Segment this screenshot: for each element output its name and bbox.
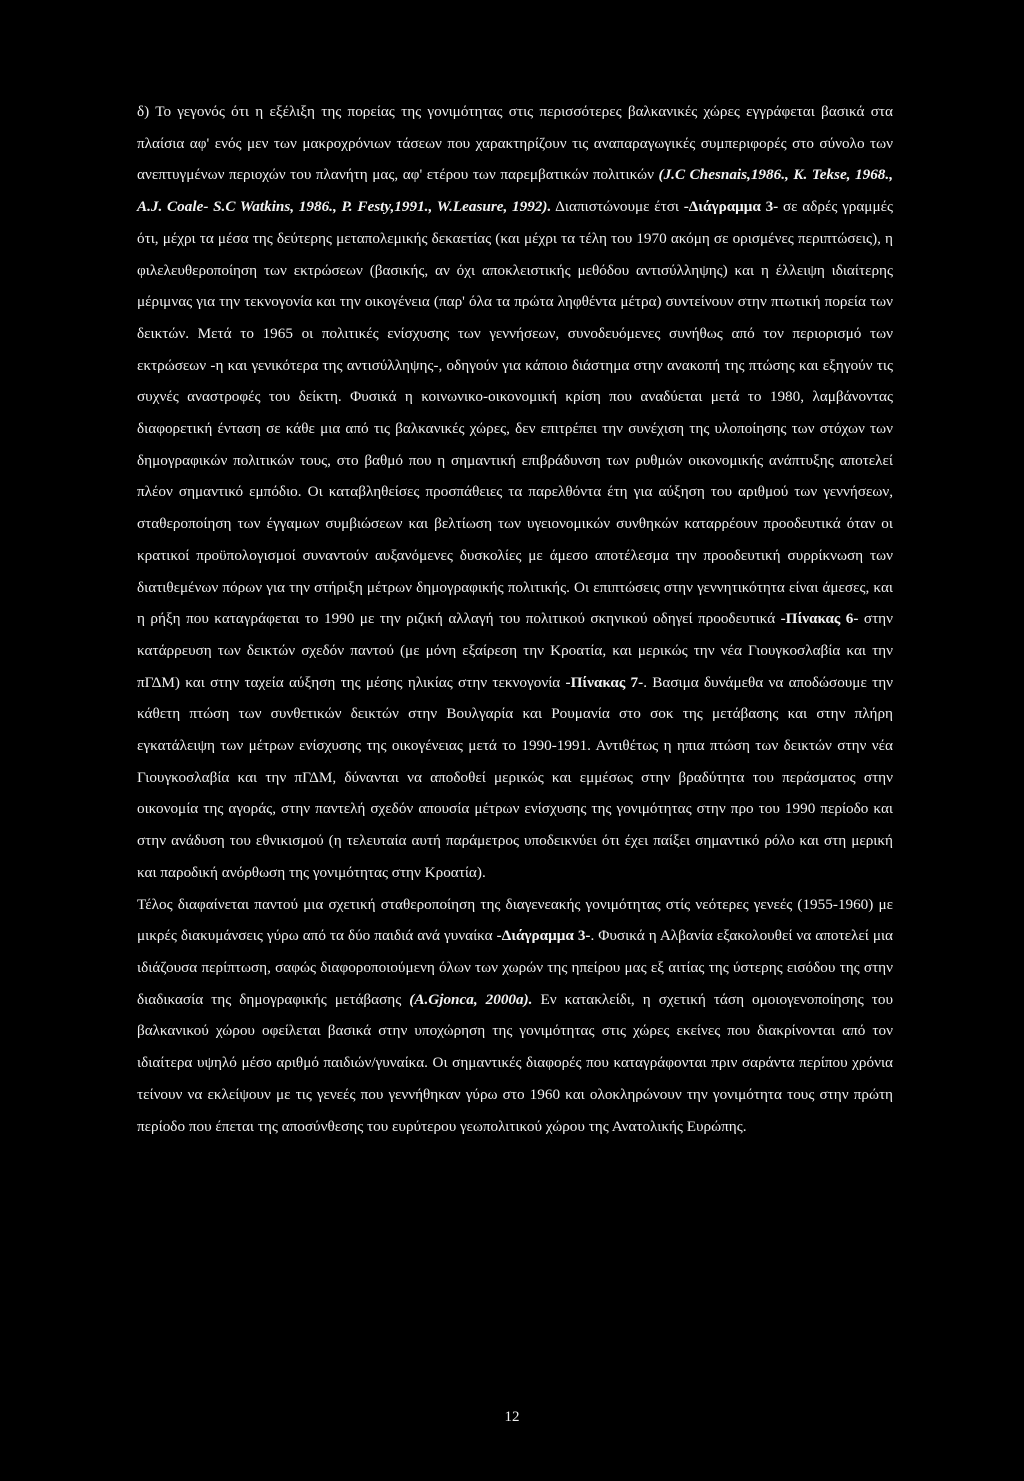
paragraph-2-run: Τέλος διαφαίνεται παντού μια σχετική σταθεροποίηση της διαγενεακής γονιμότητας στίς νεότερες γενεές (1955-1960) με μικρές διακυμάνσεις γύρω από τα δύο παιδιά ανά γυναίκα — [137, 895, 893, 945]
paragraph-1-run: (J.C Chesnais,1986., K. Tekse, 1968., A.J. Coale- S.C Watkins, 1986., P. Festy,1991., W.Leasure, 1992). — [137, 166, 893, 216]
paragraph-2-run: (A.Gjonca, 2000a). — [409, 990, 533, 1008]
paragraph-1-run: -Πίνακας 7- — [565, 673, 644, 691]
document-body — [137, 96, 893, 1142]
paragraph-1-run: Διαπιστώνουμε έτσι — [551, 198, 684, 216]
paragraph-1-run: -Πίνακας 6- — [780, 610, 859, 628]
paragraph-1-run: -Διάγραμμα 3- — [683, 198, 779, 216]
page-number: 12 — [504, 1409, 520, 1425]
paragraph-2-run: . Φυσικά η Αλβανία εξακολουθεί να αποτελεί μια ιδιάζουσα περίπτωση, σαφώς διαφοροποιούμενη όλων των χωρών της ηπείρου μας εξ αιτίας της ύστερης εισόδου της στην διαδικασία της δημογραφικής μετάβασης — [137, 927, 894, 1008]
paragraph-2-run: -Διάγραμμα 3- — [496, 927, 591, 945]
paragraph-1-run: δ) Το γεγονός ότι η εξέλιξη της πορείας της γονιμότητας στις περισσότερες βαλκανικές χώρες εγγράφεται βασικά στα πλαίσια αφ' ενός μεν των μακροχρόνιων τάσεων που χαρακτηρίζουν τις αναπαραγωγικές συμπεριφορές στο σύνολο των ανεπτυγμένων περιοχών του πλανήτη μας, αφ' ετέρου των παρεμβατικών πολιτικών — [137, 103, 893, 184]
paragraph-2-run: Εν κατακλείδι, η σχετική τάση ομοιογενοποίησης του βαλκανικού χώρου οφείλεται βασικά στην υποχώρηση της γονιμότητας στις χώρες εκείνες που διακρίνονται από τον ιδιαίτερα υψηλό μέσο αριθμό παιδιών/γυναίκα. Οι σημαντικές διαφορές που καταγράφονται πριν σαράντα περίπου χρόνια τείνουν να εκλείψουν με τις γενεές που γεννήθηκαν γύρω στο 1960 και ολοκληρώνουν την γονιμότητα τους στην πρώτη περίοδο που έπεται της αποσύνθεσης του ευρύτερου γεωπολιτικού χώρου της Ανατολικής Ευρώπης. — [137, 990, 894, 1135]
paragraph-1-run: σε αδρές γραμμές ότι, μέχρι τα μέσα της δεύτερης μεταπολεμικής δεκαετίας (και μέχρι τα τέλη του 1970 ακόμη σε ορισμένες περιπτώσεις), η φιλελευθεροποίηση των εκτρώσεων (βασικής, αν όχι αποκλειστικής μεθόδου αντισύλληψης) και η έλλειψη ιδιαίτερης μέριμνας για την τεκνογονία και την οικογένεια (παρ' όλα τα πρώτα ληφθέντα μέτρα) συντείνουν στην πτωτική πορεία των δεικτών. Μετά το 1965 οι πολιτικές ενίσχυσης των γεννήσεων, συνοδευόμενες συνήθως από τον περιορισμό των εκτρώσεων -η και γενικότερα της αντισύλληψης-, οδηγούν για κάποιο διάστημα στην ανακοπή της πτώσης και εξηγούν τις συχνές αναστροφές του δείκτη. Φυσικά η κοινωνικο-οικονομική κρίση που αναδύεται μετά το 1980, λαμβάνοντας διαφορετική ένταση σε κάθε μια από τις βαλκανικές χώρες, δεν επιτρέπει την συνέχιση της υλοποίησης των στόχων των δημογραφικών πολιτικών τους, στο βαθμό που η σημαντική επιβράδυνση των ρυθμών οικονομικής ανάπτυξης αποτελεί πλέον σημαντικό εμπόδιο. Οι καταβληθείσες προσπάθειες τα παρελθόντα έτη για αύξηση του αριθμού των γεννήσεων, σταθεροποίηση των έγγαμων συμβιώσεων και βελτίωση των υγειονομικών συνθηκών καταρρέουν προοδευτικά όταν οι κρατικοί προϋπολογισμοί συναντούν αυξανόμενες δυσκολίες με άμεσο αποτέλεσμα την προοδευτική συρρίκνωση των διατιθεμένων πόρων για την στήριξη μέτρων δημογραφικής πολιτικής. Οι επιπτώσεις στην γεννητικότητα είναι άμεσες, και η ρήξη που καταγράφεται το 1990 με την ριζική αλλαγή του πολιτικού σκηνικού οδηγεί προοδευτικά — [137, 198, 893, 628]
paragraph-1-run: . Βασιμα δυνάμεθα να αποδώσουμε την κάθετη πτώση των συνθετικών δεικτών στην Βουλγαρία και Ρουμανία στο σοκ της μετάβασης και στην πλήρη εγκατάλειψη των μέτρων ενίσχυσης της οικογένειας μετά το 1990-1991. Αντιθέτως η ηπια πτώση των δεικτών στην νέα Γιουγκοσλαβία και την πΓΔΜ, δύνανται να αποδοθεί μερικώς και εμμέσως στην βραδύτητα του περάσματος στην οικονομία της αγοράς, στην παντελή σχεδόν απουσία μέτρων ενίσχυσης της γονιμότητας στην προ του 1990 περίοδο και στην ανάδυση του εθνικισμού (η τελευταία αυτή παράμετρος υποδεικνύει ότι έχει παίξει σημαντικό ρόλο και στη μερική και παροδική ανόρθωση της γονιμότητας στην Κροατία). — [137, 673, 894, 881]
paragraph-1 — [137, 96, 893, 889]
paragraph-2 — [137, 889, 893, 1143]
paragraph-1-run: στην κατάρρευση των δεικτών σχεδόν παντού (με μόνη εξαίρεση την Κροατία, και μερικώς την νέα Γιουγκοσλαβία και την πΓΔΜ) και στην ταχεία αύξηση της μέσης ηλικίας στην τεκνογονία — [137, 610, 893, 691]
